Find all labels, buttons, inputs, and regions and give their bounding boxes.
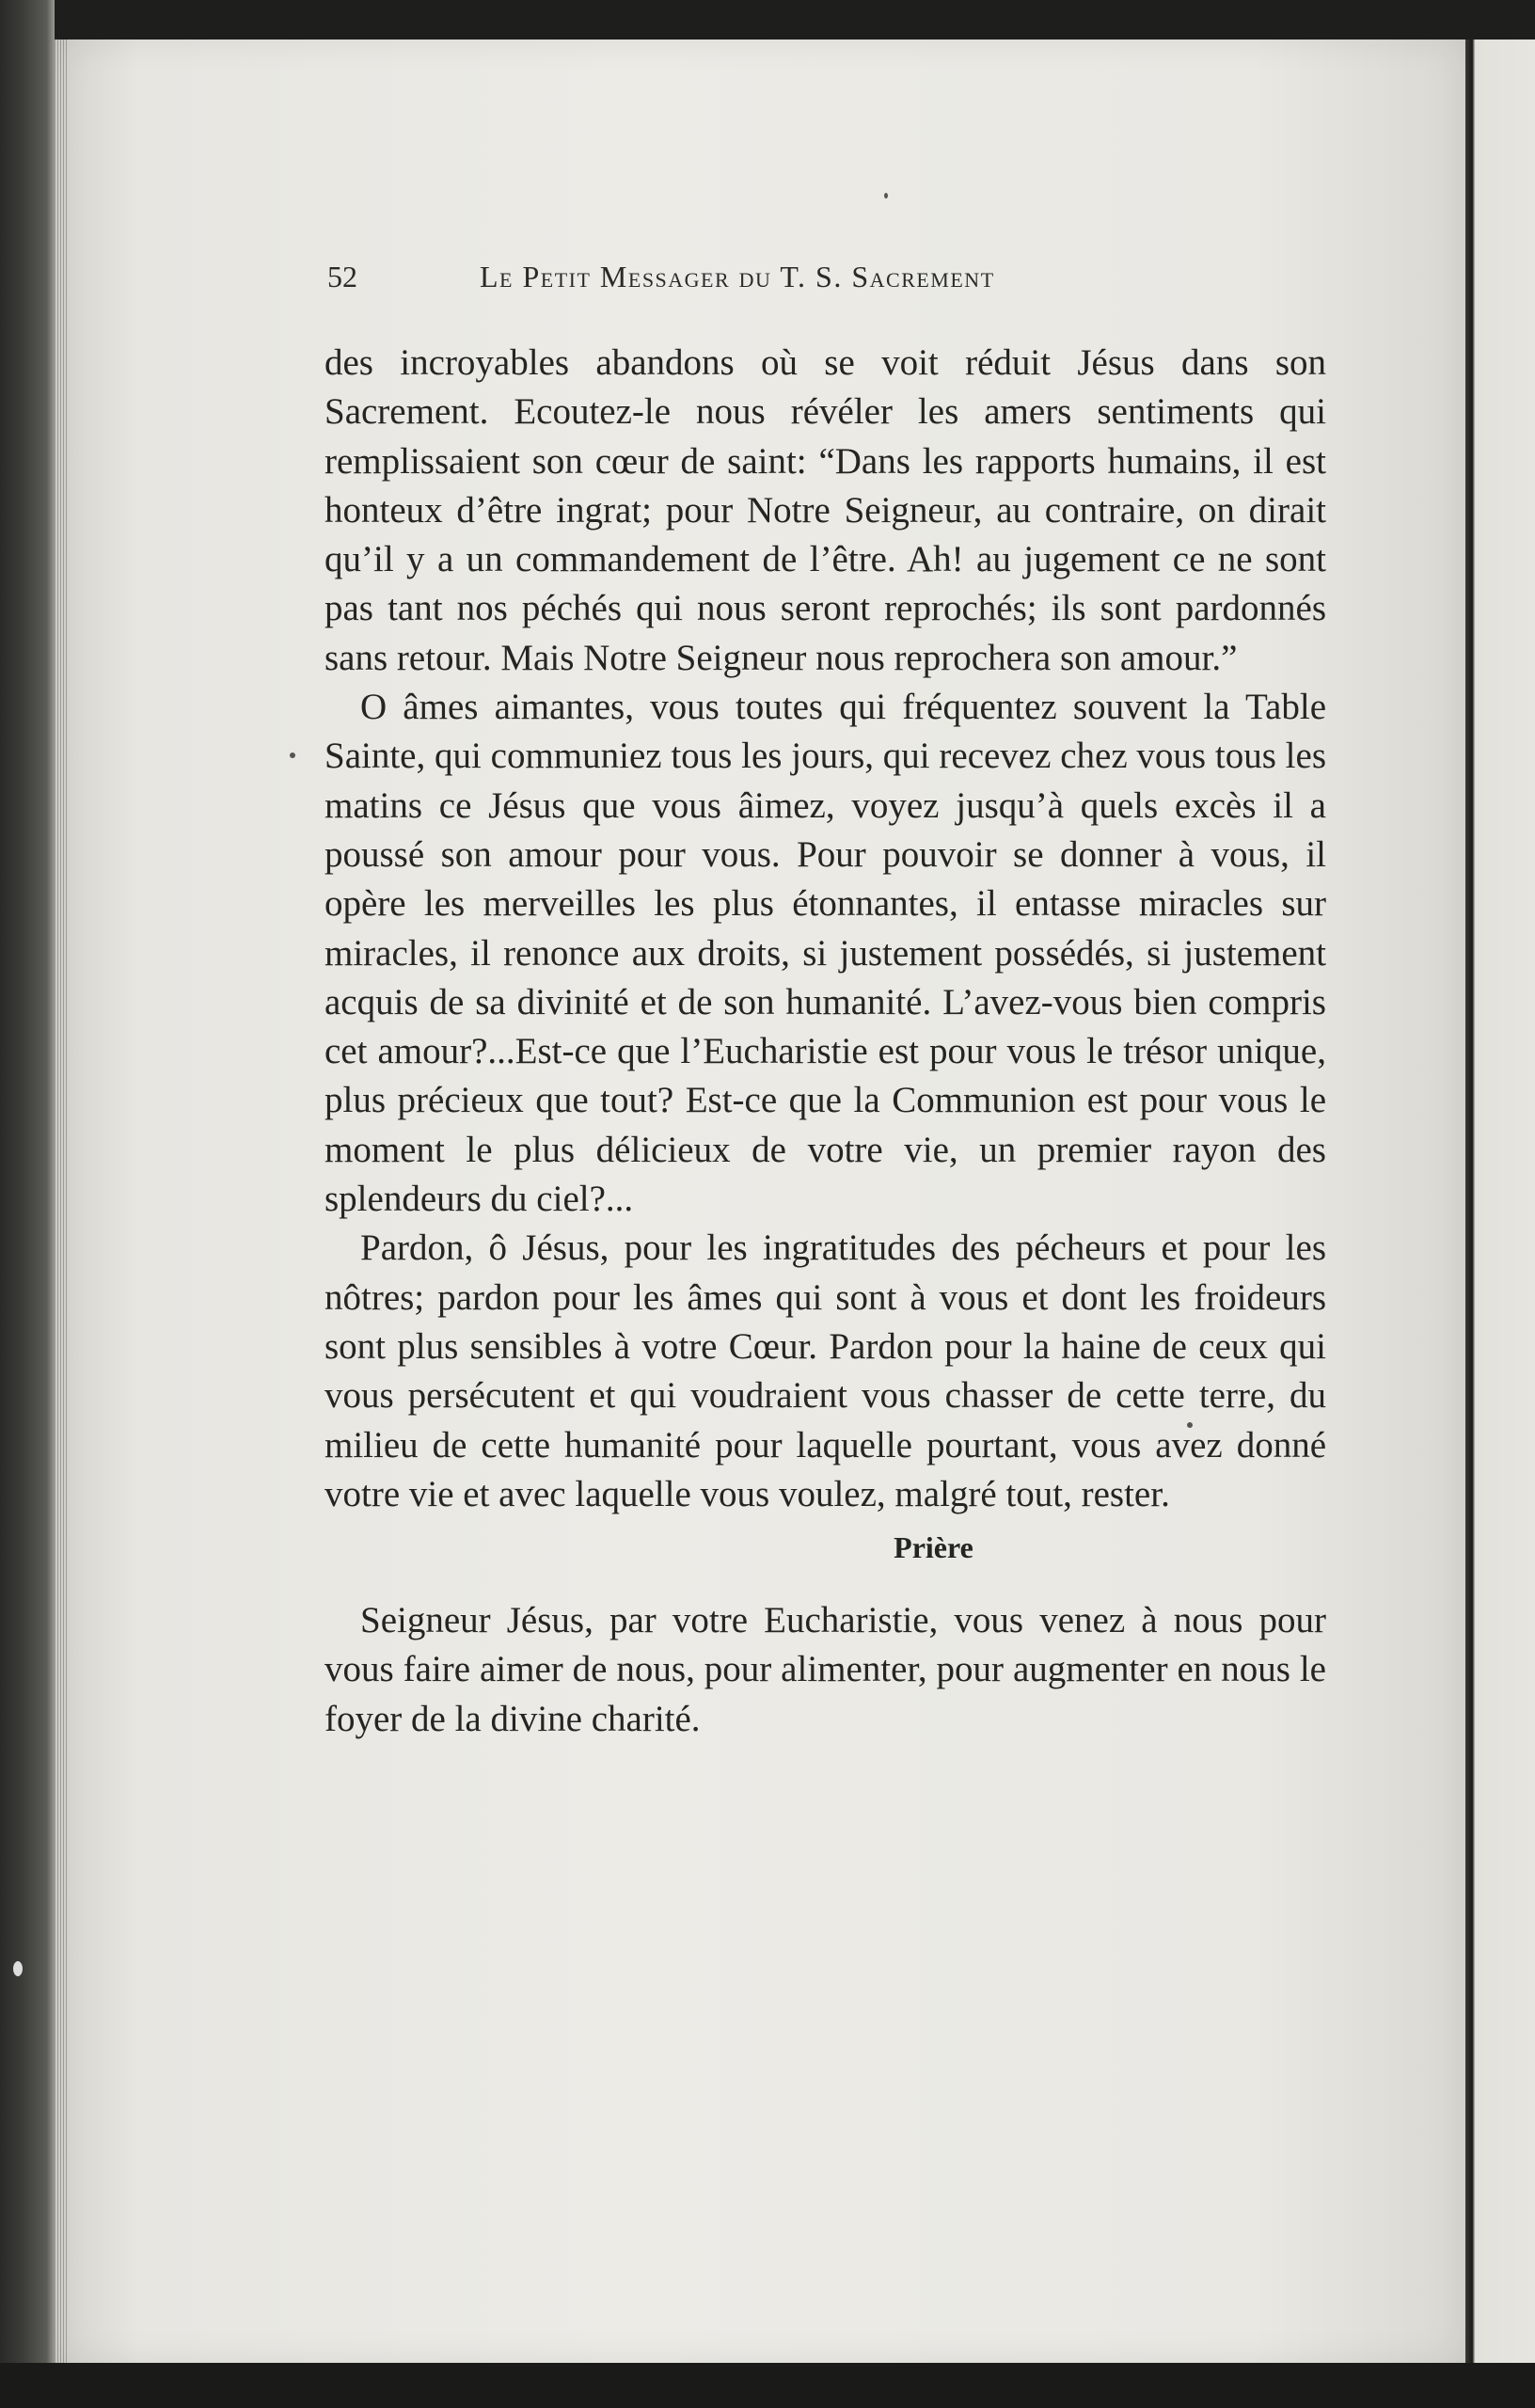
paragraph: des incroyables abandons où se voit réduit Jésus dans son Sacrement. Ecoutez-le nous révéler les amers sentiments qui remplissaient son cœur de saint: “Dans les rapports humains, il est honteux d’être ingrat; pour Notre Seigneur, au contraire, on dirait qu’il y a un commandement de l’être. Ah! au jugement ce ne sont pas tant nos péchés qui nous seront reprochés; ils sont pardonnés sans retour. Mais Notre Seigneur nous reprochera son amour.” bbox=[324, 342, 1326, 678]
page-edge-shading bbox=[55, 40, 68, 2363]
scan-bottom-margin bbox=[0, 2363, 1535, 2408]
prayer-heading: Prière bbox=[894, 1530, 973, 1565]
facing-page-edge bbox=[1465, 40, 1535, 2363]
prayer-paragraph: Seigneur Jésus, par votre Eucharistie, vous venez à nous pour vous faire aimer de nous, pour alimenter, pour augmenter en nous le foyer de la divine charité. bbox=[324, 1600, 1326, 1739]
paragraph: Pardon, ô Jésus, pour les ingratitudes des pécheurs et pour les nôtres; pardon pour les âmes qui sont à vous et dont les froideurs sont plus sensibles à votre Cœur. Pardon pour la haine de ceux qui vous persécutent et qui voudraient vous chasser de cette terre, du milieu de cette humanité pour laquelle pourtant, vous avez donné votre vie et avec laquelle vous voulez, malgré tout, rester. bbox=[324, 1228, 1326, 1514]
running-title: Le Petit Messager du T. S. Sacrement bbox=[480, 260, 995, 293]
scan-speck bbox=[884, 193, 888, 198]
running-header bbox=[327, 260, 1324, 301]
scan-speck bbox=[13, 1961, 23, 1976]
scan-speck bbox=[290, 752, 295, 758]
paragraph: O âmes aimantes, vous toutes qui fréquentez souvent la Table Sainte, qui communiez tous les jours, qui recevez chez vous tous les matins ce Jésus que vous âimez, voyez jusqu’à quels excès il a poussé son amour pour vous. Pour pouvoir se donner à vous, il opère les merveilles les plus étonnantes, il entasse miracles sur miracles, il renonce aux droits, si justement possédés, si justement acquis de sa divinité et de son humanité. L’avez-vous bien compris cet amour?...Est-ce que l’Eucharistie est pour vous le trésor unique, plus précieux que tout? Est-ce que la Communion est pour vous le moment le plus délicieux de votre vie, un premier rayon des splendeurs du ciel?... bbox=[324, 687, 1326, 1220]
body-text bbox=[324, 339, 1326, 1744]
page-number: 52 bbox=[327, 260, 357, 293]
scan-left-margin bbox=[0, 0, 55, 2408]
